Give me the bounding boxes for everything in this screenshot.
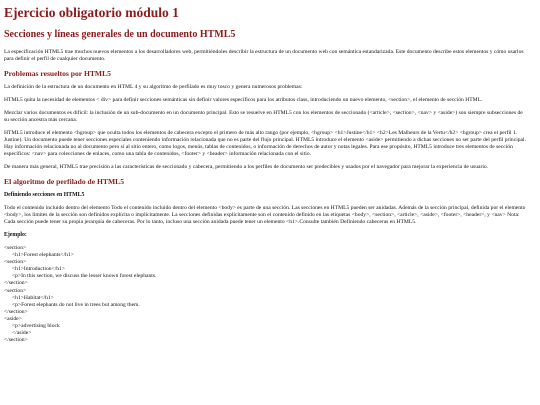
code-line: </aside> [12, 330, 32, 337]
code-line: <h1>Forest elephants</h1> [12, 252, 74, 259]
code-line: <p>advertising block [12, 323, 60, 330]
code-line: <section> [4, 259, 27, 266]
intro-paragraph: La especificación HTML5 trae muchos nuevos elementos a los desarrolladores web, permitiéndoles describir la estructura de un documento web con semántica estandarizada. Este documento describe estos elementos y cómo usarlos para definir el perfil de cualquier documento. [4, 49, 524, 62]
code-example [4, 245, 528, 344]
subheading-defining-sections: Definiendo secciones en HTML5 [4, 192, 85, 198]
section-heading-algorithm: El algoritmo de perfilado de HTML5 [4, 177, 125, 186]
code-line: <p>Forest elephants do not live in trees but among them. [12, 301, 140, 308]
code-line: <aside> [4, 315, 22, 322]
code-line: <section> [4, 287, 27, 294]
problems-paragraph-4: HTML5 introduce el elemento <hgroup> que oculta todos los elementos de cabecera excepto el primero de más alto rango (por ejemplo, <hgroup> <h1>Justine</h1> <h2>Les Malheurs de la Vertu</h2> <hgroup> crea el perfil 1. Justine). Un documento puede tener secciones especiales conteniendo información relacionada que no es parte del flujo principal. HTML5 introduce el elemento <aside> permitiendo a dichas secciones no ser parte del perfil principal. Hay información relacionada no al documento pero sí al sitio entero, como logos, menús, tablas de contenidos, o información de derechos de autor y notas legales. Para ese propósito, HTML5 introduce tres elementos de sección específicos: <nav> para colecciones de enlaces, como una tabla de contenidos, <footer> y <header> información relacionada con el sitio. [4, 130, 526, 157]
problems-paragraph-3: Mezclar varios documentos es difícil: la inclusión de un sub-documento en un documento principal. Esto se resuelve en HTML5 con los elementos de seccionado (<article>, <section>, <nav> y <aside>) son siempre subsecciones de su sección ancestra más cercana. [4, 110, 523, 123]
code-line: </section> [4, 280, 28, 287]
problems-paragraph-5: De manera más general, HTML5 trae precisión a las características de seccionado y cabecera, permitiendo a los perfiles de documento ser predecibles y usados por el navegador para mejorar la experiencia de usuario. [4, 164, 489, 170]
section-heading-problems: Problemas resueltos por HTML5 [4, 69, 111, 78]
code-line: <h1>Introduction</h1> [12, 266, 66, 273]
code-line: </section> [4, 308, 28, 315]
problems-paragraph-2: HTML5 quita la necesidad de elementos < div> para definir secciones semánticas sin definir valores específicos para los atributos class, introduciendo un nuevo elemento, <section>, el elemento de sección HTML. [4, 97, 483, 103]
code-line: <h1>Habitat</h1> [12, 294, 54, 301]
problems-paragraph-1: La definición de la estructura de un documento en HTML 4 y su algoritmo de perfilado es muy tosco y genera numerosos problemas: [4, 84, 303, 90]
code-line: <section> [4, 245, 27, 251]
algorithm-paragraph: Todo el contenido incluido dentro del elemento Todo el contenido incluido dentro del elemento <body> es parte de una sección. Las secciones en HTML5 pueden ser anidadas. Además de la sección principal, definida por el elemento <body>, los límites de la sección son definidos explícita o implícitamente. La secciones definidas explícitamente son el contenido definido en las etiquetas <body>, <section>, <article>, <aside>, <footer>, <header>, y <nav> Nota: Cada sección puede tener su propia jerarquía de cabeceras. Por lo tanto, incluso una sección anidada puede tener un elemento <h1>.Consulte también Definiendo cabeceras en HTML5. [4, 205, 526, 225]
page-title: Ejercicio obligatorio módulo 1 [4, 5, 179, 20]
code-line: </section> [4, 337, 28, 344]
page-subtitle: Secciones y líneas generales de un documento HTML5 [4, 29, 236, 40]
example-label: Ejemplo: [4, 232, 27, 238]
code-line: <p>In this section, we discuss the lesser known forest elephants. [12, 273, 157, 280]
